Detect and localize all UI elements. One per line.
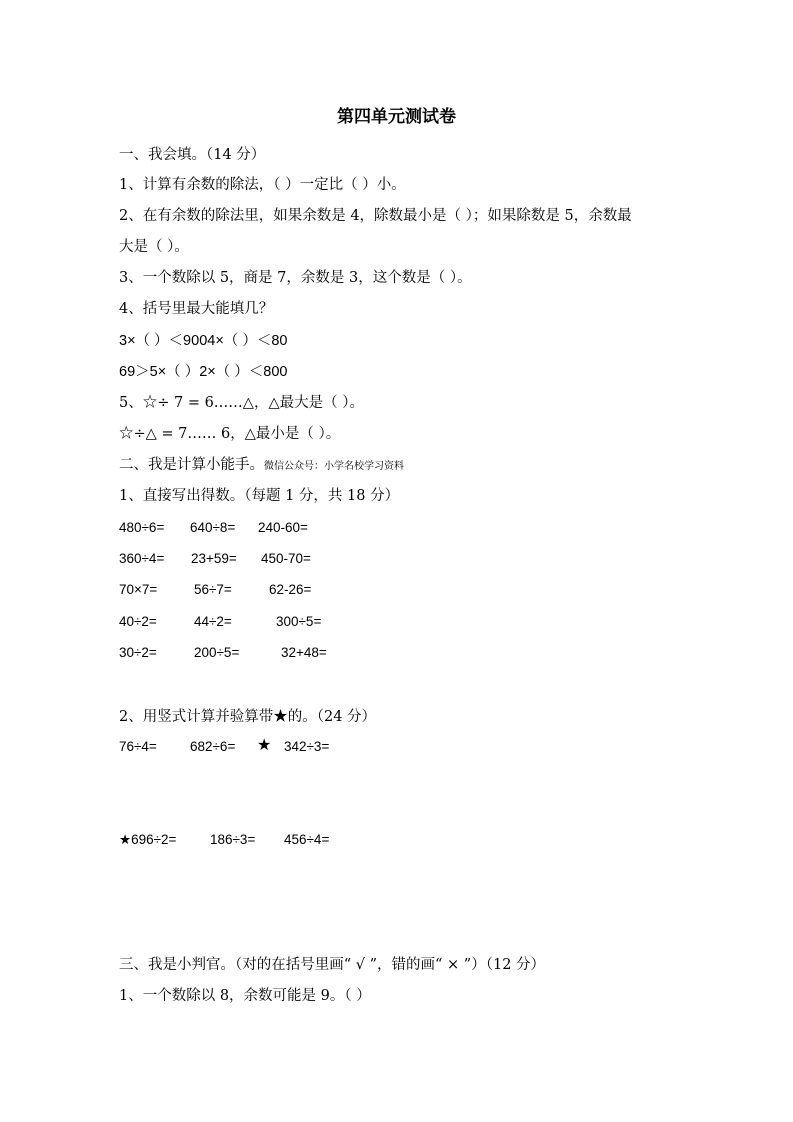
- calc-item: 456÷4=: [284, 832, 330, 847]
- section2-question-1-heading: 1、直接写出得数。（每题 1 分，共 18 分）: [119, 488, 400, 504]
- section3-question-1: 1、一个数除以 8，余数可能是 9。（ ）: [119, 988, 371, 1004]
- section1-question-2b: 大是（ ）。: [119, 239, 189, 255]
- section1-heading: 一、我会填。（14 分）: [119, 147, 266, 163]
- section1-question-4-line1: 3×（ ）＜9004×（ ）＜80: [119, 333, 288, 349]
- section1-question-4-line2: 69＞5×（ ）2×（ ）＜800: [119, 364, 288, 380]
- section2-heading: 二、我是计算小能手。: [119, 457, 264, 473]
- section1-question-5a: 5、☆÷ 7 = 6……△，△最大是（ ）。: [119, 395, 364, 411]
- calc-item: ★696÷2=: [119, 832, 177, 847]
- section1-question-3: 3、一个数除以 5，商是 7，余数是 3，这个数是（ ）。: [119, 270, 472, 286]
- calc-item: 70×7=: [119, 582, 158, 597]
- calc-item: 40÷2=: [119, 614, 157, 629]
- calc-item: 480÷6=: [119, 520, 165, 535]
- section3-heading: 三、我是小判官。（对的在括号里画“ √ ”，错的画“ × ”）（12 分）: [119, 957, 546, 973]
- calc-item: 76÷4=: [119, 739, 157, 754]
- calc-item: 300÷5=: [276, 614, 322, 629]
- section1-question-5b: ☆÷△ = 7…… 6，△最小是（ ）。: [119, 426, 341, 442]
- watermark-text: 微信公众号：小学名校学习资料: [264, 461, 404, 472]
- calc-item: 640÷8=: [190, 520, 236, 535]
- section1-question-4: 4、括号里最大能填几？: [119, 301, 274, 317]
- calc-item: 682÷6=: [190, 739, 236, 754]
- calc-item: 360÷4=: [119, 551, 165, 566]
- section1-question-2a: 2、在有余数的除法里，如果余数是 4，除数最小是（ ）；如果除数是 5，余数最: [119, 208, 632, 224]
- section2-heading-line: [119, 454, 404, 478]
- star-icon: ★: [257, 737, 272, 754]
- calc-item: 23+59=: [191, 551, 237, 566]
- calc-item: 32+48=: [281, 645, 327, 660]
- calc-item: 56÷7=: [194, 582, 232, 597]
- calc-item: 44÷2=: [194, 614, 232, 629]
- calc-item: 240-60=: [258, 520, 308, 535]
- page-title: 第四单元测试卷: [337, 107, 456, 127]
- calc-item: 62-26=: [269, 582, 312, 597]
- section2-question-2-heading: 2、用竖式计算并验算带★的。（24 分）: [119, 709, 377, 725]
- calc-item: 186÷3=: [210, 832, 256, 847]
- calc-item: 30÷2=: [119, 645, 157, 660]
- calc-item: 200÷5=: [194, 645, 240, 660]
- section1-question-1: 1、计算有余数的除法，（ ）一定比（ ）小。: [119, 177, 406, 193]
- calc-item: 342÷3=: [284, 739, 330, 754]
- calc-item: 450-70=: [261, 551, 311, 566]
